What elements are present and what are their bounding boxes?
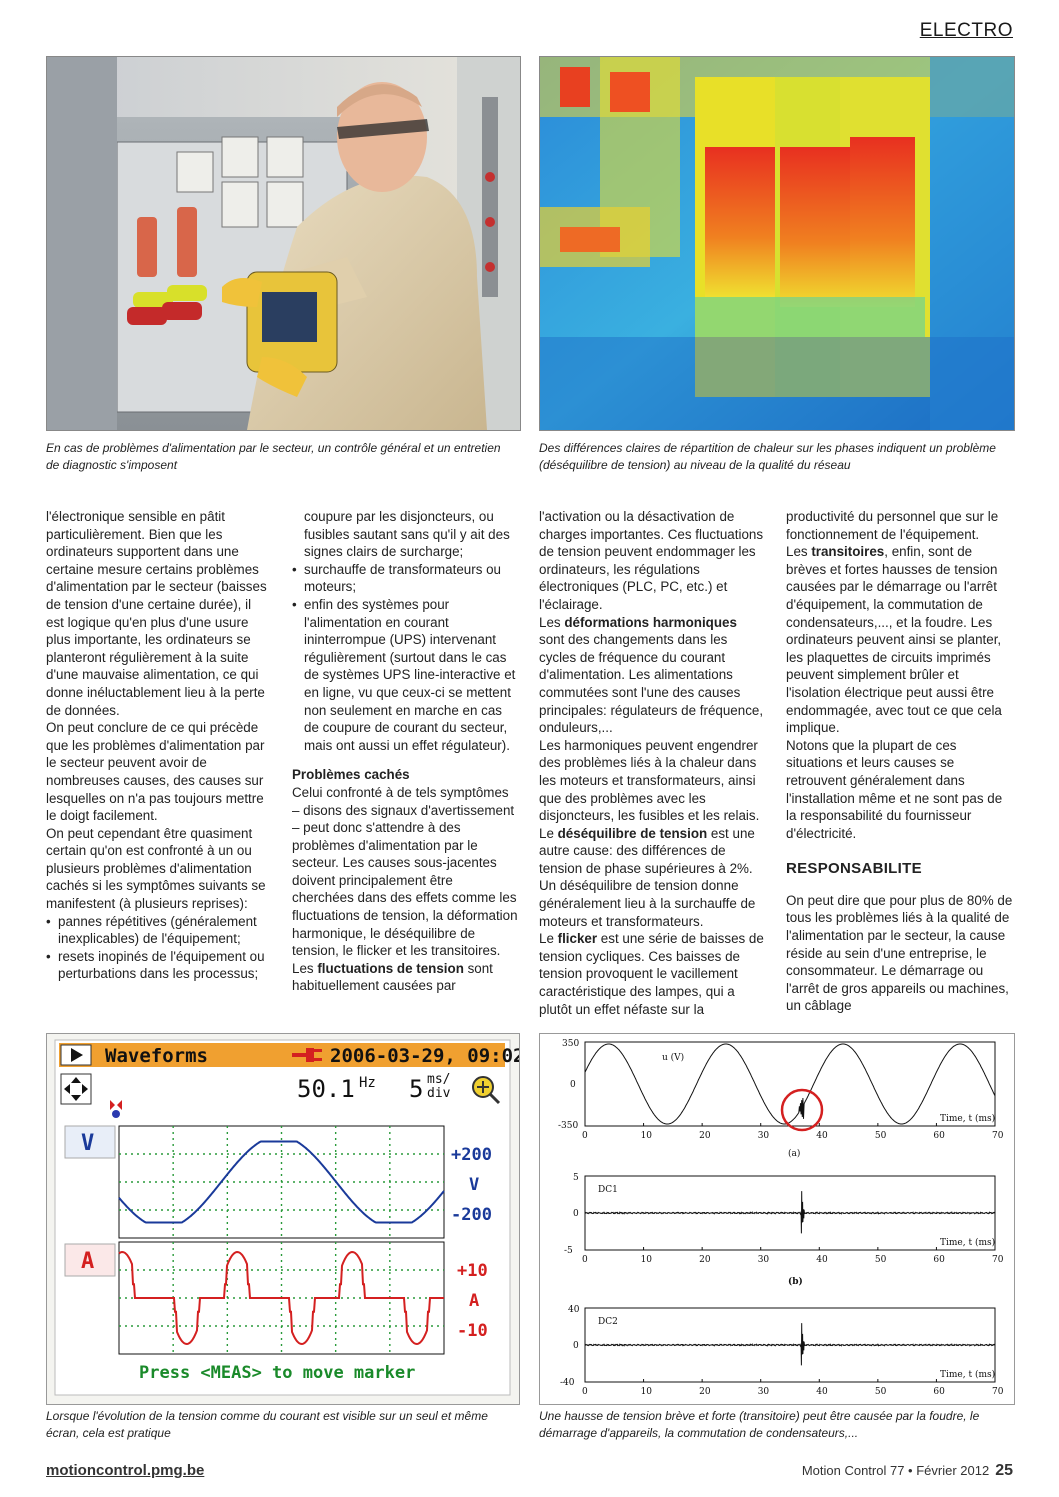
x-tick: 50 [874, 1387, 887, 1397]
list-item: • resets inopinés de l'équipement ou perturbations dans les processus; [46, 948, 272, 983]
timebase-unit-top: ms/ [427, 1072, 451, 1087]
scope-screenshot [46, 1033, 520, 1405]
photo-caption-right: Des différences claires de répartition de chaleur sur les phases indiquent un problème (déséquilibre de tension) au niveau de la qualité du réseau [539, 441, 996, 472]
x-tick: 40 [816, 1131, 828, 1141]
x-tick: 20 [699, 1131, 711, 1141]
thermal-image [539, 56, 1015, 431]
x-tick: 0 [582, 1255, 588, 1265]
x-tick: 30 [757, 1255, 770, 1265]
list-item: • enfin des systèmes pour l'alimentation en courant ininterrompue (UPS) intervenant régulièrement (surtout dans le cas de systèmes UPS line-interactive et en ligne, vu que ceux-ci se mettent non seulement en marche en cas de coupure de courant du secteur, mais ont aussi un effet régulateur). [292, 596, 518, 754]
x-tick: 70 [992, 1255, 1004, 1265]
paragraph: Les fluctuations de tension sont habituellement causées par [292, 960, 493, 994]
x-tick: 30 [757, 1131, 770, 1141]
timebase-value: 5 [409, 1075, 424, 1103]
subheading: Problèmes cachés [292, 767, 410, 783]
voltage-plot [119, 1126, 444, 1238]
x-tick: 20 [699, 1255, 711, 1265]
graph-xlabel: Time, t (ms) [940, 1370, 996, 1380]
paragraph: Le déséquilibre de tension est une autre cause: des différences de tension de phase supérieures à 2%. Un déséquilibre de tension donne généralement lieu à la surchauffe de moteurs et transformateurs. [539, 825, 756, 929]
x-tick: 0 [582, 1387, 588, 1397]
paragraph: l'électronique sensible en pâtit particulièrement. Bien que les ordinateurs supportent dans une certaine mesure certains problèmes d'alimentation par le secteur (baisses de tension d'une certaine durée), il est logique qu'en plus d'une usure plus importante, les ordinateurs se planteront régulièrement à la suite d'une mauvaise alimentation, ce qui donne inéluctablement lieu à la perte de données. [46, 509, 267, 718]
y-tick: -5 [564, 1246, 573, 1256]
current-plot [119, 1242, 444, 1354]
x-tick: 70 [992, 1131, 1004, 1141]
current-scale-bottom: -10 [457, 1321, 488, 1341]
footer-website[interactable]: motioncontrol.pmg.be [46, 1462, 205, 1479]
list-item: • surchauffe de transformateurs ou moteurs; [292, 561, 518, 596]
cursor-move-icon [61, 1074, 91, 1104]
y-tick: -40 [560, 1378, 575, 1388]
graph-xlabel: Time, t (ms) [940, 1238, 996, 1248]
y-tick: 0 [573, 1209, 579, 1219]
x-tick: 30 [757, 1387, 770, 1397]
article-column-1 [46, 508, 272, 983]
x-tick: 40 [816, 1255, 828, 1265]
paragraph: Notons que la plupart de ces situations et leurs causes se retrouvent généralement dans l'installation même et ne sont pas de la responsabilité du fournisseur d'électricité. [786, 737, 1003, 841]
x-tick: 60 [933, 1387, 945, 1397]
y-tick: 350 [562, 1039, 580, 1049]
technician-photo [46, 56, 521, 431]
graph-xlabel: Time, t (ms) [940, 1114, 996, 1124]
article-column-2 [292, 508, 518, 995]
scope-title: Waveforms [105, 1045, 208, 1067]
x-tick: 60 [933, 1131, 945, 1141]
symptom-list-continued [292, 508, 518, 754]
x-tick: 70 [992, 1387, 1004, 1397]
graph-tag: (a) [788, 1149, 801, 1159]
voltage-scale-bottom: -200 [451, 1205, 492, 1225]
paragraph: Les harmoniques peuvent engendrer des problèmes liés à la chaleur dans les moteurs et transformateurs, ainsi que des problèmes avec les disjoncteurs, les fusibles et les relais. [539, 737, 760, 824]
graph-tag: (b) [788, 1277, 803, 1287]
scope-caption: Lorsque l'évolution de la tension comme du courant est visible sur un seul et même écran, cela est pratique [46, 1409, 488, 1440]
graph-label: u (V) [662, 1053, 685, 1063]
x-tick: 10 [640, 1387, 653, 1397]
list-item: coupure par les disjoncteurs, ou fusibles sautant sans qu'il y ait des signes clairs de surcharge; [304, 509, 510, 560]
current-channel-label: A [81, 1249, 95, 1274]
x-tick: 50 [874, 1131, 887, 1141]
y-tick: 0 [570, 1080, 576, 1090]
graph-label: DC1 [598, 1185, 618, 1195]
symptom-list [46, 913, 272, 983]
list-item: • pannes répétitives (généralement inexplicables) de l'équipement; [46, 913, 272, 948]
paragraph: Les déformations harmoniques sont des changements dans les cycles de fréquence du courant d'alimentation. Les alimentations commutées sont l'une des causes principales: régulateurs de fréquence, onduleurs,... [539, 614, 764, 736]
current-unit: A [469, 1291, 480, 1311]
x-tick: 40 [816, 1387, 828, 1397]
paragraph: On peut conclure de ce qui précède que les problèmes d'alimentation par le secteur peuvent avoir de nombreuses causes, des causes sur lesquelles on n'a pas toujours mettre le doigt facilement. [46, 720, 265, 824]
x-tick: 60 [933, 1255, 945, 1265]
y-tick: 0 [573, 1341, 579, 1351]
graphs-caption: Une hausse de tension brève et forte (transitoire) peut être causée par la foudre, le démarrage d'appareils, la commutation de condensateurs,... [539, 1409, 980, 1440]
x-tick: 10 [640, 1255, 653, 1265]
paragraph: Le flicker est une série de baisses de tension cycliques. Ces baisses de tension provoquent le vacillement caractéristique des lampes, qui a plutôt un effet néfaste sur la [539, 931, 764, 1017]
footer-issue [802, 1462, 1013, 1480]
x-tick: 20 [699, 1387, 711, 1397]
section-heading: RESPONSABILITE [786, 860, 922, 878]
frequency-value: 50.1 [297, 1075, 355, 1103]
frequency-unit: Hz [359, 1075, 376, 1091]
article-column-3 [539, 508, 765, 1018]
x-tick: 50 [874, 1255, 887, 1265]
transient-graphs [539, 1033, 1015, 1405]
x-tick: 10 [640, 1131, 653, 1141]
section-tag: ELECTRO [919, 20, 1013, 41]
timebase-unit-bottom: div [427, 1086, 451, 1101]
graph-label: DC2 [598, 1317, 618, 1327]
paragraph: Les transitoires, enfin, sont de brèves et fortes hausses de tension causées par le démarrage ou l'arrêt d'équipement, la commutation de condensateurs,..., et la foudre. Les ordinateurs peuvent ainsi se planter, les plaquettes de circuits imprimés peuvent simplement brûler et l'isolation électrique peut aussi être endommagée, avec tout ce que cela implique. [786, 544, 1002, 736]
paragraph: Celui confronté à de tels symptômes – disons des signaux d'avertissement – peut donc s'attendre à des problèmes d'alimentation par le secteur. Les causes sous-jacentes doivent principalement être cherchées dans des effets comme les fluctuations de tension, la déformation harmonique, le déséquilibre de tension, le flicker et les transitoires. [292, 784, 518, 959]
graph-b [564, 1173, 1004, 1287]
y-tick: -350 [558, 1121, 579, 1131]
current-scale-top: +10 [457, 1261, 488, 1281]
x-tick: 0 [582, 1131, 588, 1141]
voltage-unit: V [469, 1175, 480, 1195]
scope-hint: Press <MEAS> to move marker [139, 1363, 416, 1383]
photo-caption-left: En cas de problèmes d'alimentation par le secteur, un contrôle général et un entretien de diagnostic s'imposent [46, 441, 501, 472]
paragraph: On peut cependant être quasiment certain qu'on est confronté à un ou plusieurs problèmes d'alimentation cachés si les symptômes suivants se manifestent (à plusieurs reprises): [46, 825, 266, 912]
graph-a [558, 1039, 1004, 1159]
article-column-4 [786, 508, 1014, 1015]
scope-datetime: 2006-03-29, 09:02 [330, 1045, 519, 1067]
graph-c [560, 1305, 1004, 1397]
y-tick: 5 [573, 1173, 579, 1183]
paragraph: On peut dire que pour plus de 80% de tous les problèmes liés à la qualité de l'alimentation par le secteur, la cause réside au sein d'une entreprise, le consommateur. Le démarrage ou l'arrêt de gros appareils ou machines, un câblage [786, 892, 1013, 1014]
paragraph: productivité du personnel que sur le fonctionnement de l'équipement. [786, 509, 999, 542]
issue-text: Motion Control 77 • Février 2012 [801, 1463, 990, 1478]
voltage-channel-label: V [81, 1131, 95, 1156]
paragraph: l'activation ou la désactivation de charges importantes. Ces fluctuations de tension peuvent endommager les ordinateurs, les régulations électroniques (PLC, PC, etc.) et l'éclairage. [539, 509, 764, 612]
y-tick: 40 [568, 1305, 580, 1315]
page-number: 25 [995, 1462, 1013, 1479]
voltage-scale-top: +200 [451, 1145, 492, 1165]
